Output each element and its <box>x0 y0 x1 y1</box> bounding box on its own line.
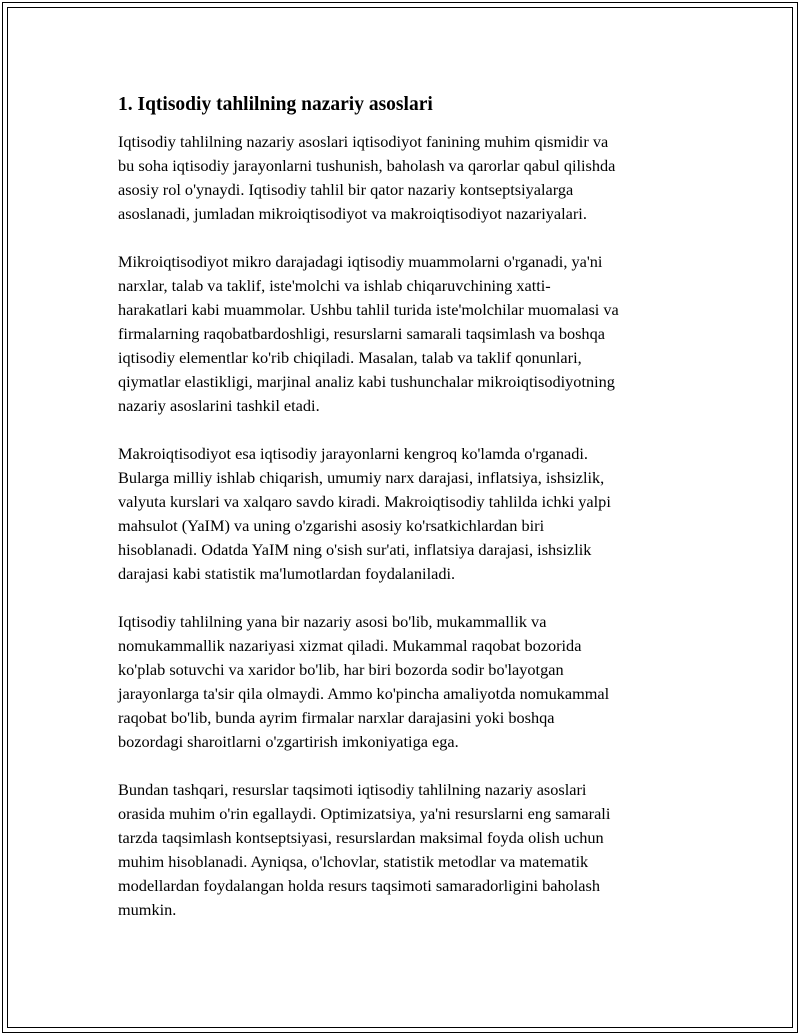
text-line: harakatlari kabi muammolar. Ushbu tahlil turida iste'molchilar muomalasi va <box>118 300 619 319</box>
text-line: orasida muhim o'rin egallaydi. Optimizatsiya, ya'ni resurslarni eng samarali <box>118 804 611 823</box>
text-line: ko'plab sotuvchi va xaridor bo'lib, har biri bozorda sodir bo'layotgan <box>118 660 564 679</box>
text-line: Bundan tashqari, resurslar taqsimoti iqtisodiy tahlilning nazariy asoslari <box>118 780 587 799</box>
text-line: asosiy rol o'ynaydi. Iqtisodiy tahlil bir qator nazariy kontseptsiyalarga <box>118 180 574 199</box>
paragraph-4 <box>118 610 698 754</box>
paragraph-5 <box>118 778 698 922</box>
text-line: asoslanadi, jumladan mikroiqtisodiyot va makroiqtisodiyot nazariyalari. <box>118 204 587 223</box>
text-line: tarzda taqsimlash kontseptsiyasi, resurslardan maksimal foyda olish uchun <box>118 828 604 847</box>
text-line: hisoblanadi. Odatda YaIM ning o'sish sur'ati, inflatsiya darajasi, ishsizlik <box>118 540 592 559</box>
text-line: narxlar, talab va taklif, iste'molchi va ishlab chiqaruvchining xatti- <box>118 276 551 295</box>
text-line: bozordagi sharoitlarni o'zgartirish imkoniyatiga ega. <box>118 732 459 751</box>
text-line: Iqtisodiy tahlilning yana bir nazariy asosi bo'lib, mukammallik va <box>118 612 547 631</box>
paragraph-3 <box>118 442 698 586</box>
text-line: jarayonlarga ta'sir qila olmaydi. Ammo ko'pincha amaliyotda nomukammal <box>118 684 610 703</box>
paragraph-2 <box>118 250 698 418</box>
text-line: darajasi kabi statistik ma'lumotlardan foydalaniladi. <box>118 564 456 583</box>
text-line: nomukammallik nazariyasi xizmat qiladi. Mukammal raqobat bozorida <box>118 636 582 655</box>
text-line: bu soha iqtisodiy jarayonlarni tushunish, baholash va qarorlar qabul qilishda <box>118 156 616 175</box>
text-line: valyuta kurslari va xalqaro savdo kiradi. Makroiqtisodiy tahlilda ichki yalpi <box>118 492 611 511</box>
text-line: muhim hisoblanadi. Ayniqsa, o'lchovlar, statistik metodlar va matematik <box>118 852 589 871</box>
text-line: iqtisodiy elementlar ko'rib chiqiladi. Masalan, talab va taklif qonunlari, <box>118 348 582 367</box>
text-line: Iqtisodiy tahlilning nazariy asoslari iqtisodiyot fanining muhim qismidir va <box>118 132 609 151</box>
text-line: Makroiqtisodiyot esa iqtisodiy jarayonlarni kengroq ko'lamda o'rganadi. <box>118 444 588 463</box>
text-line: qiymatlar elastikligi, marjinal analiz kabi tushunchalar mikroiqtisodiyotning <box>118 372 615 391</box>
paragraph-1 <box>118 130 698 226</box>
text-line: Mikroiqtisodiyot mikro darajadagi iqtisodiy muammolarni o'rganadi, ya'ni <box>118 252 603 271</box>
section-heading: 1. Iqtisodiy tahlilning nazariy asoslari <box>118 94 433 115</box>
text-line: modellardan foydalangan holda resurs taqsimoti samaradorligini baholash <box>118 876 600 895</box>
text-line: nazariy asoslarini tashkil etadi. <box>118 396 320 415</box>
text-line: mumkin. <box>118 900 177 919</box>
text-line: firmalarning raqobatbardoshligi, resurslarni samarali taqsimlash va boshqa <box>118 324 605 343</box>
document-body <box>118 92 698 946</box>
text-line: mahsulot (YaIM) va uning o'zgarishi asosiy ko'rsatkichlardan biri <box>118 516 545 535</box>
text-line: raqobat bo'lib, bunda ayrim firmalar narxlar darajasini yoki boshqa <box>118 708 555 727</box>
text-line: Bularga milliy ishlab chiqarish, umumiy narx darajasi, inflatsiya, ishsizlik, <box>118 468 605 487</box>
